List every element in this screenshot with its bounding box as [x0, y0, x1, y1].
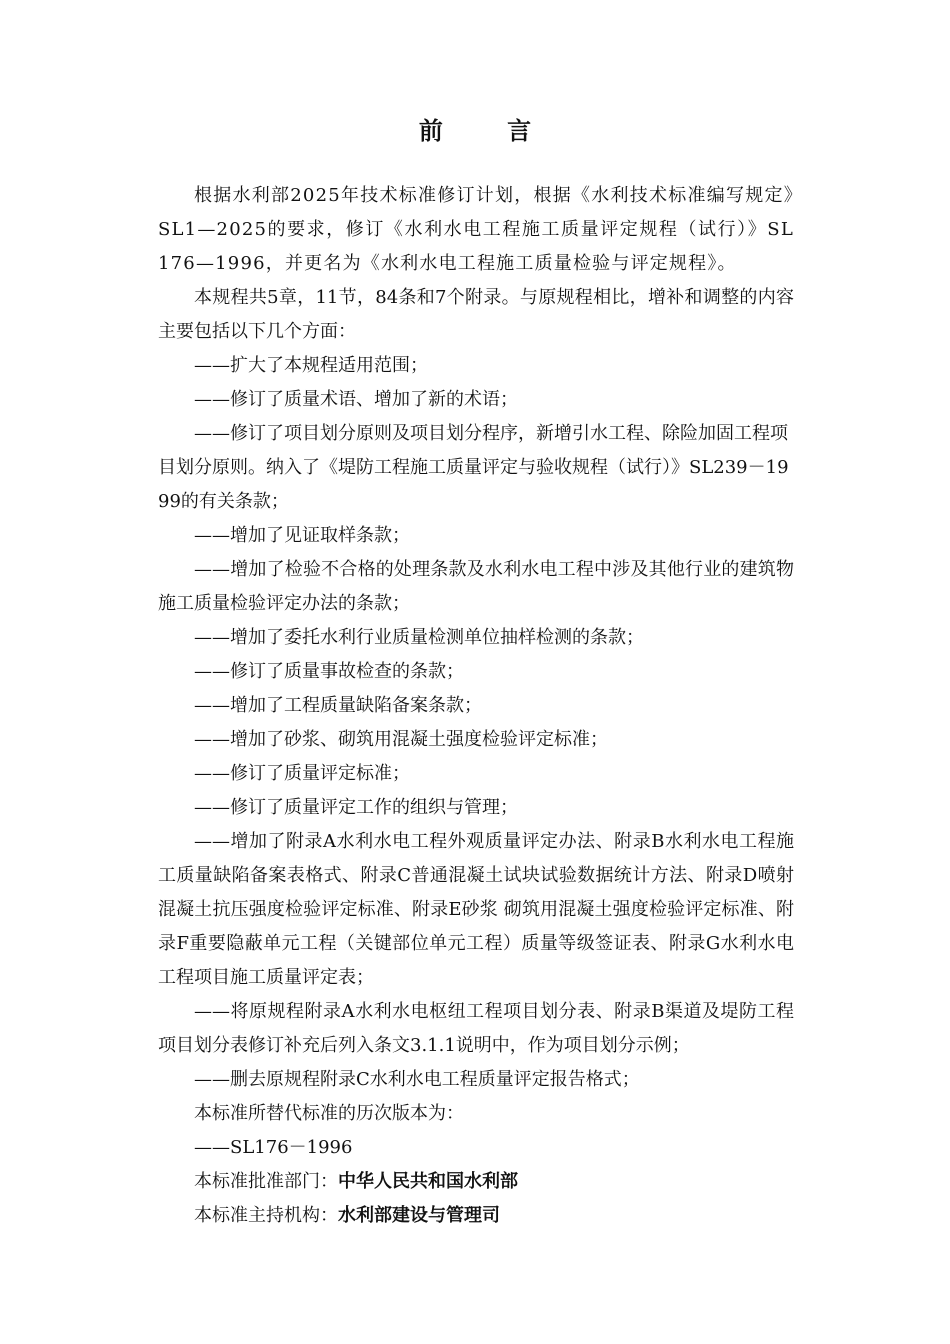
list-item: ——删去原规程附录C水利水电工程质量评定报告格式；: [194, 1069, 640, 1090]
host-line: [158, 1199, 794, 1233]
list-item: ——修订了质量评定工作的组织与管理；: [194, 797, 518, 818]
approval-line: [158, 1165, 794, 1199]
approval-label: 本标准批准部门：: [194, 1171, 338, 1192]
host-value: 水利部建设与管理司: [338, 1205, 500, 1226]
paragraph-revision-plan: 根据水利部2025年技术标准修订计划，根据《水利技术标准编写规定》SL1—2025的要求，修订《水利水电工程施工质量评定规程（试行）》SL176—1996，并更名为《水利水电工程施工质量检验与评定规程》。: [158, 185, 794, 274]
list-item: ——修订了质量事故检查的条款；: [194, 661, 464, 682]
list-item: ——增加了工程质量缺陷备案条款；: [194, 695, 482, 716]
list-item: ——增加了砂浆、砌筑用混凝土强度检验评定标准；: [194, 729, 608, 750]
list-item: ——将原规程附录A水利水电枢纽工程项目划分表、附录B渠道及堤防工程项目划分表修订补充后列入条文3.1.1说明中，作为项目划分示例；: [158, 1001, 794, 1056]
document-body: [158, 179, 794, 1233]
paragraph-summary: 本规程共5章，11节，84条和7个附录。与原规程相比，增补和调整的内容主要包括以下几个方面：: [158, 287, 794, 342]
page-title: 前 言: [418, 116, 560, 145]
list-item: ——修订了质量术语、增加了新的术语；: [194, 389, 518, 410]
list-item: ——增加了附录A水利水电工程外观质量评定办法、附录B水利水电工程施工质量缺陷备案表格式、附录C普通混凝土试块试验数据统计方法、附录D喷射混凝土抗压强度检验评定标准、附录E砂浆 砌筑用混凝土强度检验评定标准、附录F重要隐蔽单元工程（关键部位单元工程）质量等级签证表、附录G水利水电工程项目施工质量评定表；: [158, 831, 794, 988]
list-item: ——增加了委托水利行业质量检测单位抽样检测的条款；: [194, 627, 644, 648]
list-item: ——SL176－1996: [194, 1137, 353, 1158]
list-item: ——扩大了本规程适用范围；: [194, 355, 428, 376]
list-item: ——增加了见证取样条款；: [194, 525, 410, 546]
paragraph-replaced-versions: 本标准所替代标准的历次版本为：: [194, 1103, 464, 1124]
list-item: ——修订了项目划分原则及项目划分程序，新增引水工程、除险加固工程项目划分原则。纳入了《堤防工程施工质量评定与验收规程（试行）》SL239－1999的有关条款；: [158, 423, 789, 512]
approval-value: 中华人民共和国水利部: [338, 1171, 518, 1192]
list-item: ——修订了质量评定标准；: [194, 763, 410, 784]
list-item: ——增加了检验不合格的处理条款及水利水电工程中涉及其他行业的建筑物施工质量检验评定办法的条款；: [158, 559, 794, 614]
host-label: 本标准主持机构：: [194, 1205, 338, 1226]
